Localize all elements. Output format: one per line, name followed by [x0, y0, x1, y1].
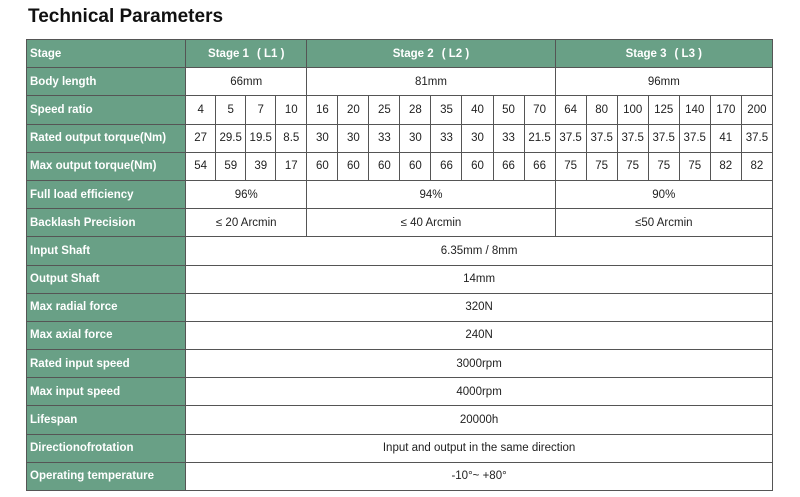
max-output-torque-row — [27, 152, 773, 180]
max-output-torque-cell: 60 — [307, 152, 338, 180]
max-output-torque-cell: 75 — [648, 152, 679, 180]
speed-ratio-cell: 140 — [679, 96, 710, 124]
max-output-torque-cell: 75 — [679, 152, 710, 180]
rated-output-torque-row — [27, 124, 773, 152]
speed-ratio-cell: 40 — [462, 96, 493, 124]
rated-output-torque-cell: 33 — [369, 124, 400, 152]
output-shaft-row — [27, 265, 773, 293]
rated-output-torque-cell: 37.5 — [679, 124, 710, 152]
directionofrotation-value: Input and output in the same direction — [186, 434, 773, 462]
max-output-torque-cell: 66 — [431, 152, 462, 180]
header-stage-3 — [555, 40, 772, 68]
max-axial-force-row — [27, 321, 773, 349]
rated-output-torque-cell: 30 — [338, 124, 369, 152]
max-output-torque-cell: 82 — [741, 152, 772, 180]
operating-temperature-value: -10°~ +80° — [186, 462, 773, 490]
backlash-precision-row — [27, 209, 773, 237]
directionofrotation-label: Directionofrotation — [27, 434, 186, 462]
lifespan-label: Lifespan — [27, 406, 186, 434]
rated-output-torque-cell: 41 — [710, 124, 741, 152]
stage-2-code: ( L2 ) — [441, 47, 470, 60]
stage-3-code: ( L3 ) — [674, 47, 702, 60]
max-output-torque-cell: 39 — [246, 152, 276, 180]
speed-ratio-cell: 7 — [246, 96, 276, 124]
speed-ratio-cell: 100 — [617, 96, 648, 124]
stage-1-code: ( L1 ) — [256, 47, 285, 60]
rated-output-torque-cell: 30 — [462, 124, 493, 152]
table-header-row — [27, 40, 773, 68]
speed-ratio-cell: 16 — [307, 96, 338, 124]
operating-temperature-label: Operating temperature — [27, 462, 186, 490]
rated-output-torque-cell: 29.5 — [216, 124, 246, 152]
rated-output-torque-cell: 33 — [493, 124, 524, 152]
full-load-efficiency-stage-1: 96% — [186, 180, 307, 208]
body-length-stage-2: 81mm — [307, 68, 555, 96]
rated-output-torque-cell: 27 — [186, 124, 216, 152]
speed-ratio-cell: 28 — [400, 96, 431, 124]
stage-3-name: Stage 3 — [625, 47, 667, 60]
max-input-speed-value: 4000rpm — [186, 378, 773, 406]
rated-input-speed-value: 3000rpm — [186, 350, 773, 378]
output-shaft-label: Output Shaft — [27, 265, 186, 293]
max-output-torque-cell: 75 — [586, 152, 617, 180]
full-load-efficiency-stage-3: 90% — [555, 180, 772, 208]
max-output-torque-cell: 60 — [462, 152, 493, 180]
speed-ratio-cell: 35 — [431, 96, 462, 124]
max-radial-force-label: Max radial force — [27, 293, 186, 321]
full-load-efficiency-label: Full load efficiency — [27, 180, 186, 208]
max-output-torque-cell: 17 — [276, 152, 307, 180]
header-stage-2 — [307, 40, 555, 68]
speed-ratio-cell: 10 — [276, 96, 307, 124]
header-stage-label: Stage — [27, 40, 186, 68]
input-shaft-label: Input Shaft — [27, 237, 186, 265]
speed-ratio-cell: 50 — [493, 96, 524, 124]
stage-2-name: Stage 2 — [392, 47, 434, 60]
directionofrotation-row — [27, 434, 773, 462]
max-radial-force-row — [27, 293, 773, 321]
max-output-torque-cell: 75 — [617, 152, 648, 180]
backlash-precision-stage-1: ≤ 20 Arcmin — [186, 209, 307, 237]
speed-ratio-cell: 200 — [741, 96, 772, 124]
rated-input-speed-row — [27, 350, 773, 378]
rated-input-speed-label: Rated input speed — [27, 350, 186, 378]
rated-output-torque-cell: 33 — [431, 124, 462, 152]
rated-output-torque-label: Rated output torque(Nm) — [27, 124, 186, 152]
full-load-efficiency-row — [27, 180, 773, 208]
body-length-label: Body length — [27, 68, 186, 96]
rated-output-torque-cell: 30 — [400, 124, 431, 152]
max-output-torque-label: Max output torque(Nm) — [27, 152, 186, 180]
body-length-stage-1: 66mm — [186, 68, 307, 96]
speed-ratio-cell: 20 — [338, 96, 369, 124]
max-output-torque-cell: 60 — [338, 152, 369, 180]
rated-output-torque-cell: 21.5 — [524, 124, 555, 152]
speed-ratio-cell: 80 — [586, 96, 617, 124]
operating-temperature-row — [27, 462, 773, 490]
full-load-efficiency-stage-2: 94% — [307, 180, 555, 208]
speed-ratio-cell: 5 — [216, 96, 246, 124]
rated-output-torque-cell: 37.5 — [586, 124, 617, 152]
input-shaft-row — [27, 237, 773, 265]
max-output-torque-cell: 54 — [186, 152, 216, 180]
rated-output-torque-cell: 19.5 — [246, 124, 276, 152]
max-input-speed-label: Max input speed — [27, 378, 186, 406]
backlash-precision-stage-3: ≤50 Arcmin — [555, 209, 772, 237]
backlash-precision-label: Backlash Precision — [27, 209, 186, 237]
input-shaft-value: 6.35mm / 8mm — [186, 237, 773, 265]
speed-ratio-row — [27, 96, 773, 124]
max-output-torque-cell: 82 — [710, 152, 741, 180]
max-output-torque-cell: 60 — [369, 152, 400, 180]
max-input-speed-row — [27, 378, 773, 406]
speed-ratio-cell: 25 — [369, 96, 400, 124]
lifespan-row — [27, 406, 773, 434]
rated-output-torque-cell: 8.5 — [276, 124, 307, 152]
lifespan-value: 20000h — [186, 406, 773, 434]
max-axial-force-label: Max axial force — [27, 321, 186, 349]
max-output-torque-cell: 60 — [400, 152, 431, 180]
header-stage-1 — [186, 40, 307, 68]
max-output-torque-cell: 75 — [555, 152, 586, 180]
max-output-torque-cell: 66 — [493, 152, 524, 180]
speed-ratio-label: Speed ratio — [27, 96, 186, 124]
stage-1-name: Stage 1 — [208, 47, 249, 60]
speed-ratio-cell: 70 — [524, 96, 555, 124]
rated-output-torque-cell: 37.5 — [741, 124, 772, 152]
speed-ratio-cell: 4 — [186, 96, 216, 124]
max-output-torque-cell: 66 — [524, 152, 555, 180]
speed-ratio-cell: 170 — [710, 96, 741, 124]
max-axial-force-value: 240N — [186, 321, 773, 349]
rated-output-torque-cell: 37.5 — [555, 124, 586, 152]
rated-output-torque-cell: 37.5 — [648, 124, 679, 152]
body-length-row — [27, 68, 773, 96]
speed-ratio-cell: 64 — [555, 96, 586, 124]
backlash-precision-stage-2: ≤ 40 Arcmin — [307, 209, 555, 237]
output-shaft-value: 14mm — [186, 265, 773, 293]
speed-ratio-cell: 125 — [648, 96, 679, 124]
rated-output-torque-cell: 37.5 — [617, 124, 648, 152]
rated-output-torque-cell: 30 — [307, 124, 338, 152]
technical-parameters-table — [26, 39, 773, 491]
max-output-torque-cell: 59 — [216, 152, 246, 180]
page-title: Technical Parameters — [28, 6, 224, 27]
body-length-stage-3: 96mm — [555, 68, 772, 96]
max-radial-force-value: 320N — [186, 293, 773, 321]
